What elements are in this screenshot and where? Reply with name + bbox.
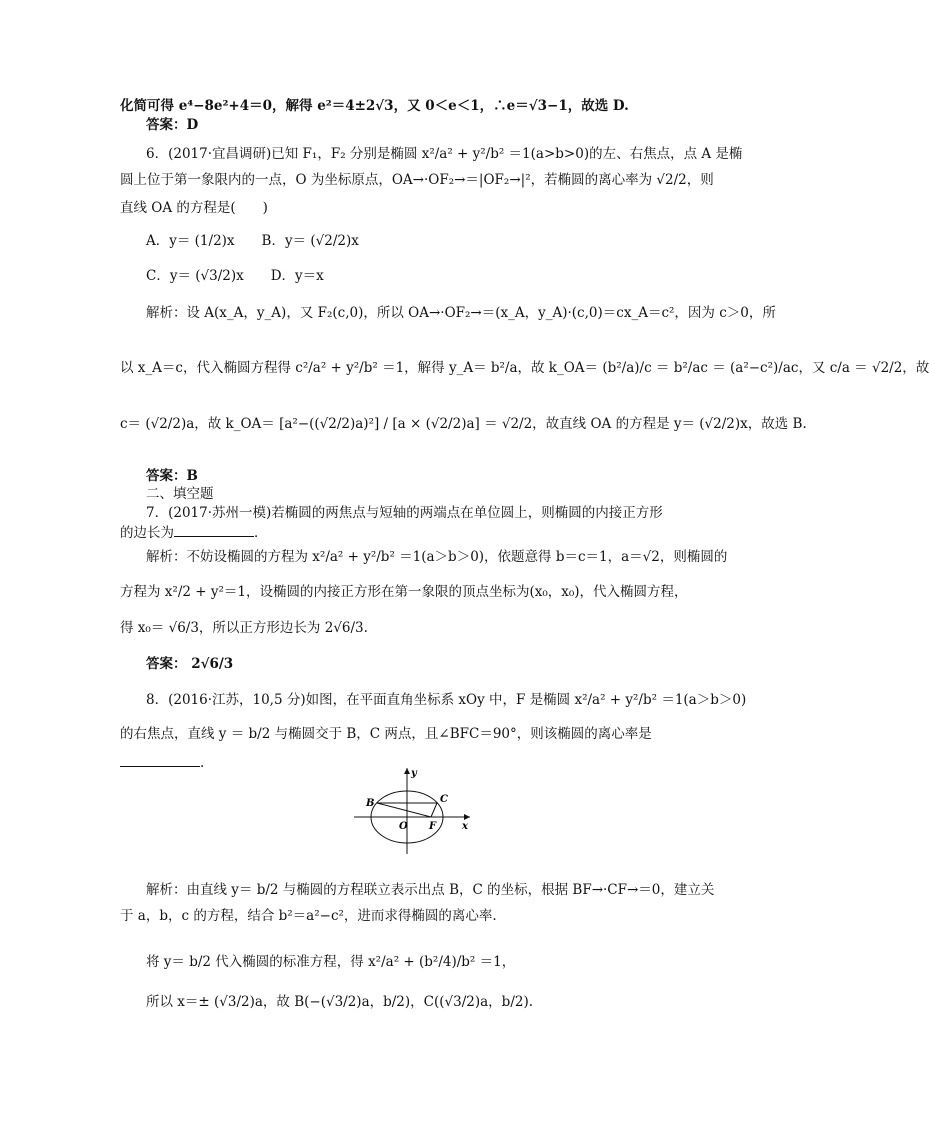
solution-6-line-1: 解析：设 A(x_A，y_A)，又 F₂(c,0)，所以 OA→·OF₂→＝(x_A，y_A)·(c,0)＝cx_A＝c²，因为 c＞0，所	[146, 305, 776, 321]
solution-8-line-2: 于 a，b，c 的方程，结合 b²＝a²−c²，进而求得椭圆的离心率.	[120, 908, 497, 924]
label-b: B	[366, 798, 375, 809]
solution-6-line-2: 以 x_A＝c，代入椭圆方程得 c²/a² + y²/b² ＝1，解得 y_A＝ b²/a，故 k_OA＝ (b²/a)/c ＝ b²/ac ＝ (a²−c²)/ac，又 c/a ＝ √2/2，故	[120, 360, 929, 376]
section-heading: 二、填空题	[146, 486, 214, 502]
question-7-line-2: 的边长为 ．	[120, 522, 690, 543]
question-7-line-1: 7．(2017·苏州一模)若椭圆的两焦点与短轴的两端点在单位圆上，则椭圆的内接正方形	[146, 505, 663, 521]
question-8-period: .	[200, 755, 205, 771]
solution-7-line-3: 得 x₀＝ √6/3，所以正方形边长为 2√6/3.	[120, 620, 368, 636]
question-7-text: 的边长为	[120, 525, 174, 541]
question-6-line-3: 直线 OA 的方程是( )	[120, 200, 268, 216]
label-c: C	[440, 794, 448, 805]
answer-blank-8	[120, 752, 200, 767]
question-8-line-1: 8．(2016·江苏，10,5 分)如图，在平面直角坐标系 xOy 中，F 是椭圆 x²/a² + y²/b² ＝1(a＞b＞0)	[146, 692, 747, 708]
answer-7: 答案： 2√6/3	[146, 656, 234, 672]
label-x: x	[462, 821, 468, 832]
question-6-line-1: 6．(2017·宜昌调研)已知 F₁，F₂ 分别是椭圆 x²/a² + y²/b² ＝1(a>b>0)的左、右焦点，点 A 是椭	[146, 146, 743, 162]
question-8-line-2: 的右焦点，直线 y ＝ b/2 与椭圆交于 B，C 两点，且∠BFC＝90°，则该椭圆的离心率是	[120, 726, 652, 742]
solution-6-line-3: c＝ (√2/2)a，故 k_OA＝ [a²−((√2/2)a)²] / [a × (√2/2)a] ＝ √2/2，故直线 OA 的方程是 y＝ (√2/2)x，故选 B.	[120, 416, 807, 432]
label-f: F	[429, 821, 437, 832]
ellipse-diagram	[352, 764, 472, 856]
solution-7-line-1: 解析：不妨设椭圆的方程为 x²/a² + y²/b² ＝1(a＞b＞0)，依题意得 b＝c＝1，a＝√2，则椭圆的	[146, 549, 728, 565]
answer-6: 答案：B	[146, 468, 198, 484]
question-6-line-2: 圆上位于第一象限内的一点，O 为坐标原点，OA→·OF₂→＝|OF₂→|²，若椭圆的离心率为 √2/2，则	[120, 172, 714, 188]
label-y: y	[411, 768, 417, 779]
y-axis-arrow	[404, 768, 410, 774]
option-ab: A．y＝ (1/2)x B．y＝ (√2/2)x	[146, 233, 359, 249]
solution-7-line-2: 方程为 x²/2 + y²＝1，设椭圆的内接正方形在第一象限的顶点坐标为(x₀，x₀)，代入椭圆方程，	[120, 584, 688, 600]
x-axis-arrow	[464, 814, 470, 820]
label-o: O	[399, 821, 408, 832]
segment-cf	[431, 803, 437, 817]
answer-line-1: 答案：D	[146, 117, 199, 133]
solution-8-line-3: 将 y＝ b/2 代入椭圆的标准方程，得 x²/a² + (b²/4)/b² ＝1，	[146, 954, 516, 970]
solution-8-line-1: 解析：由直线 y＝ b/2 与椭圆的方程联立表示出点 B，C 的坐标，根据 BF→·CF→＝0，建立关	[146, 882, 715, 898]
answer-blank-7	[174, 522, 254, 537]
text-line-1: 化简可得 e⁴−8e²+4＝0，解得 e²＝4±2√3，又 0＜e＜1，∴e＝√3−1，故选 D.	[120, 98, 629, 114]
option-cd: C．y＝ (√3/2)x D．y＝x	[146, 268, 324, 284]
solution-8-line-4: 所以 x＝± (√3/2)a，故 B(−(√3/2)a，b/2)，C((√3/2)a，b/2).	[146, 994, 534, 1010]
segment-bf	[377, 803, 431, 817]
